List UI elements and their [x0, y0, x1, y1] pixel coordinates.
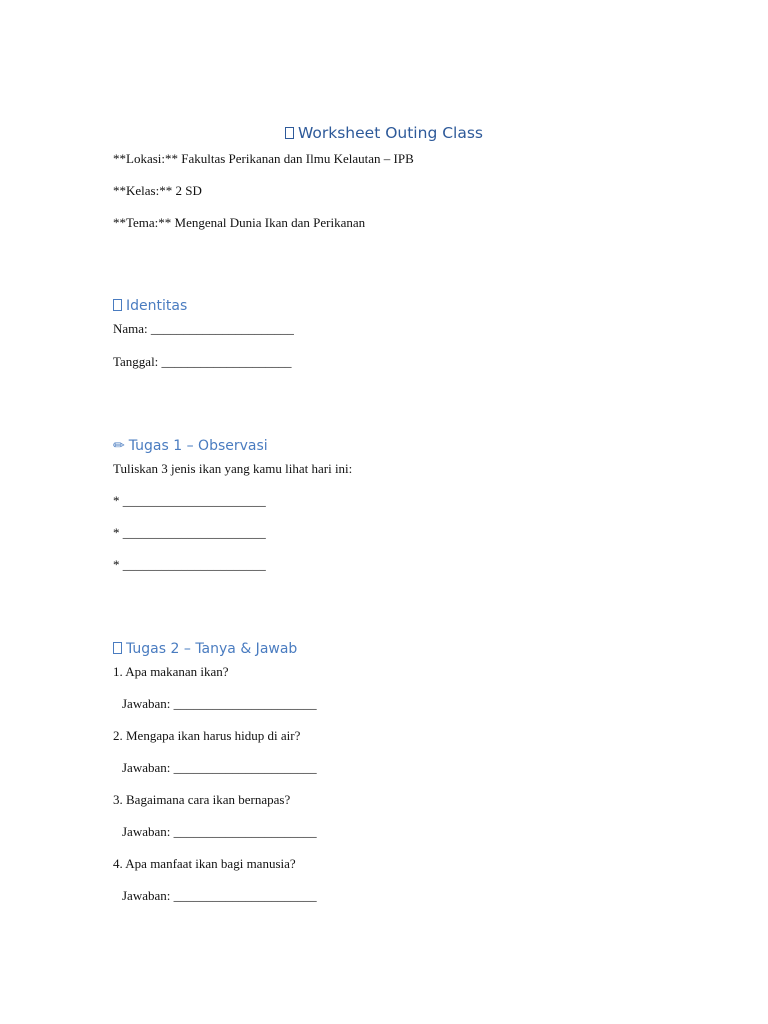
tugas1-bullet: * ______________________: [113, 525, 266, 540]
answer-3-line: Jawaban: ______________________: [122, 824, 317, 839]
tugas1-bullet: * ______________________: [113, 493, 266, 508]
nama-field-line: Nama: ______________________: [113, 321, 294, 336]
info-tema: **Tema:** Mengenal Dunia Ikan dan Perikanan: [113, 215, 366, 230]
tugas1-bullet: * ______________________: [113, 557, 266, 572]
tugas2-heading-text: Tugas 2 – Tanya & Jawab: [126, 641, 298, 657]
tugas1-instruction: Tuliskan 3 jenis ikan yang kamu lihat hari ini:: [113, 461, 353, 476]
answer-4-line: Jawaban: ______________________: [122, 888, 317, 903]
identitas-heading: [113, 298, 187, 314]
missing-glyph-icon: [113, 642, 122, 654]
question-4: 4. Apa manfaat ikan bagi manusia?: [113, 856, 296, 871]
info-lokasi: **Lokasi:** Fakultas Perikanan dan Ilmu Kelautan – IPB: [113, 151, 414, 166]
tugas1-heading-text: Tugas 1 – Observasi: [128, 438, 268, 454]
missing-glyph-icon: [285, 127, 294, 139]
worksheet-title-text: Worksheet Outing Class: [297, 124, 483, 142]
answer-1-line: Jawaban: ______________________: [122, 696, 317, 711]
identitas-heading-text: Identitas: [126, 298, 188, 314]
missing-glyph-icon: [113, 299, 122, 311]
question-1: 1. Apa makanan ikan?: [113, 664, 229, 679]
question-3: 3. Bagaimana cara ikan bernapas?: [113, 792, 291, 807]
info-kelas: **Kelas:** 2 SD: [113, 183, 202, 198]
answer-2-line: Jawaban: ______________________: [122, 760, 317, 775]
worksheet-title: [0, 124, 768, 142]
tanggal-field-line: Tanggal: ____________________: [113, 354, 292, 369]
tugas1-heading: [113, 438, 268, 454]
question-2: 2. Mengapa ikan harus hidup di air?: [113, 728, 301, 743]
pencil-icon: ✏: [113, 438, 125, 454]
tugas2-heading: [113, 641, 297, 657]
